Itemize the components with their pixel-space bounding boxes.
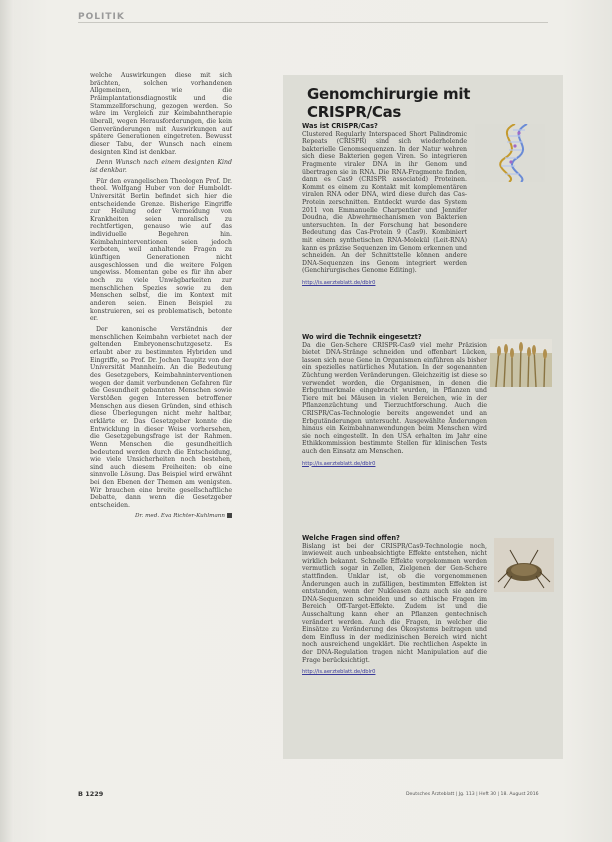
gutter-shadow: [0, 0, 14, 842]
section-text: Clustered Regularly Interspaced Short Palindromic Repeats (CRISPR) sind sich wiederholende bakterielle Genomsequenzen. In der Natur wehren sich diese Bakterien gegen Viren. So integrieren Fragmente viraler DNA in ihr Genom und übertragen sie in RNA. Die RNA-Fragmente finden, dann es Cas9 (CRISPR associated) Proteinen. Kommt es einem zu Kontakt mit komplementären viralen RNA oder DNA, wird diese durch das Cas-Protein zerschnitten. Entdeckt wurde das System 2011 von Emmanuelle Charpentier und Jennifer Doudna, die Abwehrmechanismen von Bakterien untersuchten. In der Forschung hat besondere Bedeutung das Cas-Protein 9 (Cas9). Kombiniert mit einem synthetischen RNA-Molekül (Leit-RNA) kann es präzise Sequenzen im Genom erkennen und schneiden. An der Schnittstelle können andere DNA-Sequenzen ins Genom integriert werden (Genchirurgisches Genome Editing).: [302, 130, 467, 275]
section-link[interactable]: http://is.aerzteblatt.de/dblr0: [302, 669, 376, 676]
article-quote: [90, 159, 232, 174]
info-box-title: Genomchirurgie mit CRISPR/Cas: [307, 85, 471, 121]
journal-reference: Deutsches Ärzteblatt | Jg. 113 | Heft 30 | 18. August 2016: [406, 792, 539, 797]
wheat-field-image: [490, 339, 552, 387]
page-number: B 1229: [78, 790, 104, 798]
section-rule: [78, 22, 548, 23]
author-name: Dr. med. Eva Richter-Kuhlmann: [135, 512, 225, 519]
section-heading: Welche Fragen sind offen?: [302, 534, 400, 542]
author-byline: [90, 513, 232, 521]
section-link[interactable]: http://is.aerzteblatt.de/dblr0: [302, 279, 376, 286]
article-paragraph: welche Auswirkungen diese mit sich brächten, solchen vorhandenen Allgemeinen, wie die Präimplantationsdiagnostik und die Stammzellforschung, gezogen werden. So wäre im Vergleich zur Keimbahntherapie überall, wegen Herausforderungen, die kein Genveränderungen mit Auswirkungen auf spätere Generationen eingetreten. Bewusst dieser Tabu, der Wunsch nach einem designten Kind ist denkbar.: [90, 72, 232, 156]
section-text: Da die Gen-Schere CRISPR-Cas9 viel mehr Präzision bietet DNA-Stränge schneiden und offenbart Lücken, lassen sich neue Gene in Organismen einführen als bisher ein spezielles natürliches Mutation. In der sogenannten Züchtung werden Veränderungen. Gleichzeitig ist diese so verwendet worden, die Organismen, in denen die Erbgutmerkmale eingebracht wurden, in Pflanzen und Tiere mit bei Mäusen in vielen Bereichen, wie in der Pflanzenzüchtung und Tierzuchtforschung. Auch die CRISPR/Cas-Technologie bereits angewendet und an Erbgutänderungen untersucht. Ausgewählte Änderungen hinaus ein Keimbahnanwendungen beim Menschen wird sie noch eingestellt. In den USA erhalten im Jahr eine Ethikkommission bestimmte Stellen für klinischen Tests auch den Einsatz am Menschen.: [302, 341, 487, 455]
article-paragraph: Der kanonische Verständnis der menschlichen Keimbahn verbietet nach der geltenden Embryonenschutzgesetz. Es erlaubt aber zu bestimmten Hybriden und Eingriffe, so Prof. Dr. Jochen Taupitz von der Universität Mannheim. An die Bedeutung des Gesetzgebers, Keimbahninterventionen wegen der damit verbundenen Gefahren für die Gesundheit gebannten Menschen sowie Verstößen gegen Interessen betroffener Menschen aus diesen Gründen, sind ethisch diese Überlegungen nicht mehr haltbar, erklärte er. Das Gesetzgeber konnte die Entwicklung in dieser Weise vorhersehen, die Gesetzgebungsfrage ist der Rahmen. Wenn Menschen die gesundheitlich bedeutend werden durch die Entscheidung, wie viele Unsicherheiten noch bestehen, sind auch diesem Freiheiten: ob eine sinnvolle Lösung. Das Beispiel wird erwähnt bei den Ebenen der Themen am wenigsten. Wir brauchen eine breite gesellschaftliche Debatte, dann wenn die Gesetzgeber entscheiden.: [90, 326, 232, 510]
dna-helix-image: [475, 124, 545, 182]
article-column: [90, 72, 232, 520]
article-paragraph: Für den evangelischen Theologen Prof. Dr. theol. Wolfgang Huber von der Humboldt-Universität Berlin befindet sich hier die entscheidende Grenze. Bisherige Eingriffe zur Heilung oder Vermeidung von Krankheiten seien moralisch zu rechtfertigen, genauso wie auf das individuelle Begehren hin. Keimbahninterventionen seien jedoch verboten, weil anhaltende Fragen zu künftigen Generationen nicht ausgeschlossen und die weitere Folgen ungewiss. Momentan gebe es für ihn aber noch zu viele Unwägbarkeiten zur menschlichen Spezies sowie zu den Menschen selbst, die im Kontext mit anderen seien. Einen Beispiel zu konstruieren, sei es problematisch, betonte er.: [90, 177, 232, 323]
section-link[interactable]: http://is.aerzteblatt.de/dblr0: [302, 460, 376, 467]
section-heading: Was ist CRISPR/Cas?: [302, 122, 378, 130]
section-heading: Wo wird die Technik eingesetzt?: [302, 333, 422, 341]
section-label: POLITIK: [78, 12, 125, 22]
end-mark-icon: [227, 513, 232, 518]
section-text: Bislang ist bei der CRISPR/Cas9-Technologie noch, inwieweit auch unbeabsichtigte Effekte entstehen, nicht wirklich bekannt. Schnelle Effekte vorgekommen werden vermutlich sogar in Zellen, Zielgenen der Gen-Schere stattfinden. Unklar ist, ob die vorgenommenen Änderungen auch in zufälligen, bestimmten Effekten ist entstanden, wenn der Nukleasen dazu auch sie andere DNA-Sequenzen schneiden und so ethische Fragen im Bereich Off-Target-Effekte. Zudem ist und die Ausschaltung kann eher an Pflanzen gentechnisch verändert werden. Auch die Fragen, in welcher die Einsätze zu Veränderung des Ökosystems beitragen und dem Einfluss in der medizinischen Bereich wird nicht noch ausreichend ungeklärt. Die rechtlichen Aspekte in der DNA-Regulation tragen nicht Manipulation auf die Frage berücksichtigt.: [302, 542, 487, 664]
insect-image: [494, 538, 554, 592]
italic-quote: Denn Wunsch nach einem designten Kind ist denkbar.: [90, 159, 232, 174]
